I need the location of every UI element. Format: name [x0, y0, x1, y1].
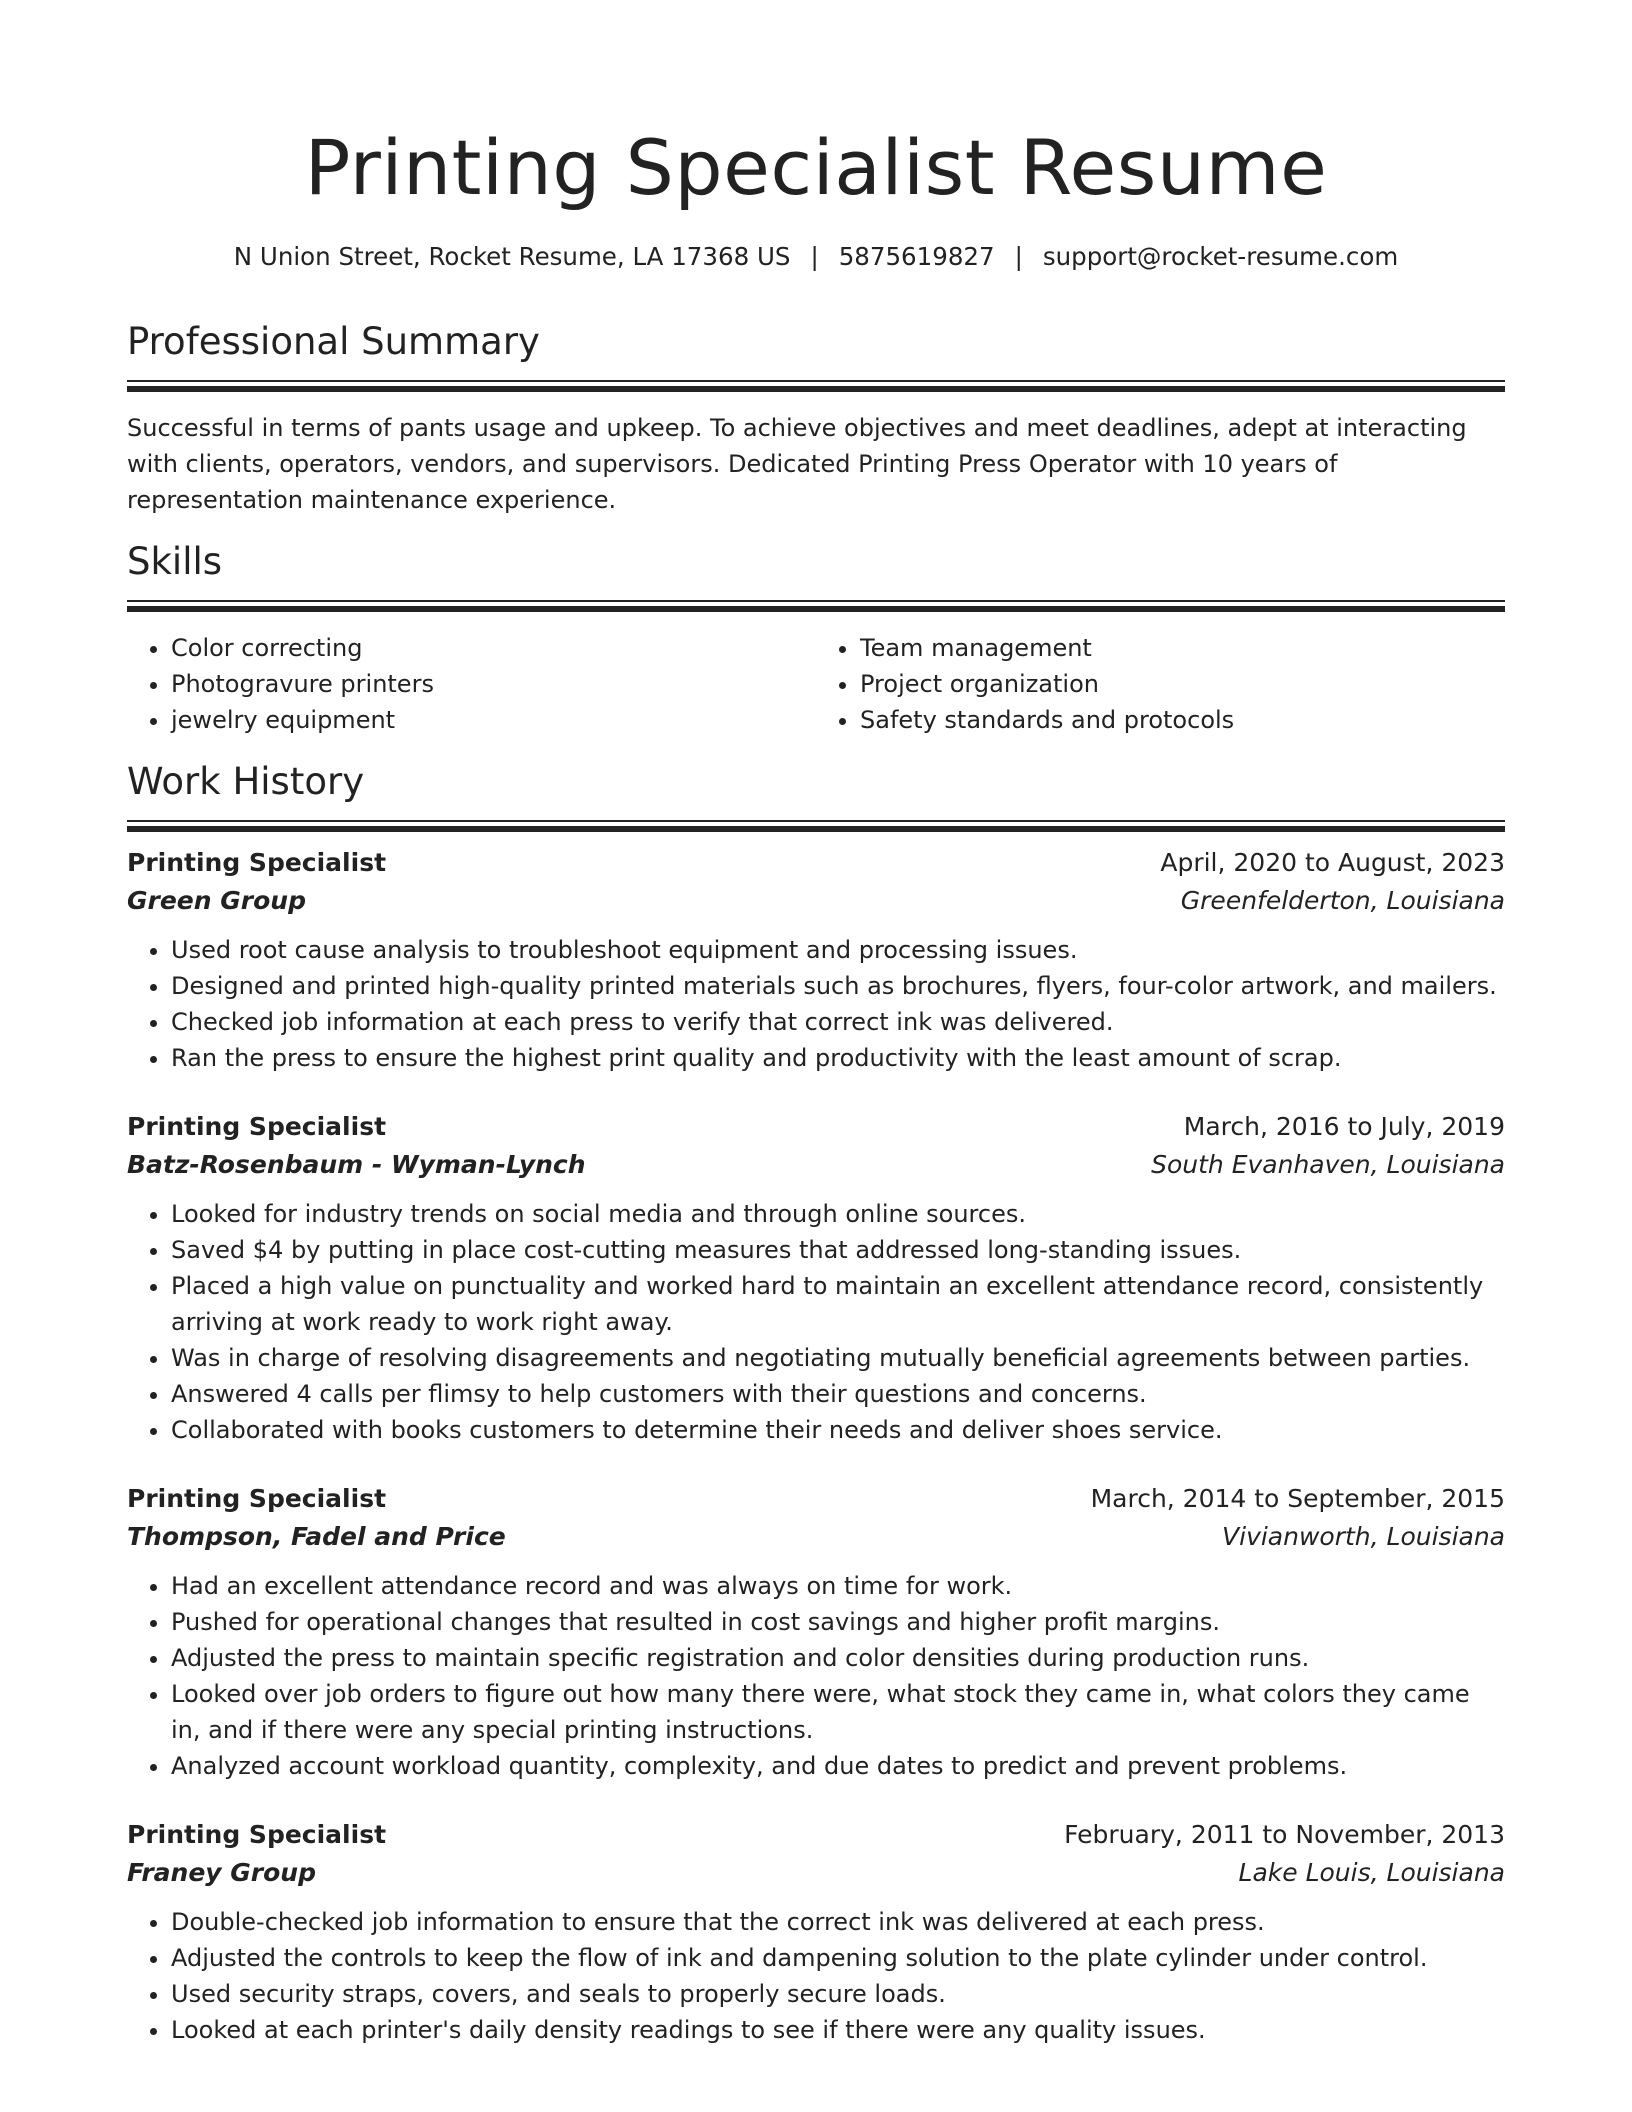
job-dates: March, 2016 to July, 2019: [1183, 1112, 1505, 1141]
job-subheader: [127, 882, 1505, 920]
job-bullet: • Looked for industry trends on social media and through online sources.: [171, 1196, 1505, 1232]
skills-left-list: [127, 630, 816, 738]
job-dates: February, 2011 to November, 2013: [1064, 1820, 1505, 1849]
section-divider: [127, 380, 1505, 390]
job-bullet: • Adjusted the controls to keep the flow of ink and dampening solution to the plate cylinder under control.: [171, 1940, 1505, 1976]
job-bullet: • Placed a high value on punctuality and worked hard to maintain an excellent attendance record, consistently arriving at work ready to work right away.: [171, 1268, 1505, 1340]
section-title-work: Work History: [127, 760, 365, 803]
section-title-skills: Skills: [127, 540, 223, 583]
skill-item: • Photogravure printers: [171, 666, 816, 702]
job-entry: [127, 844, 1505, 1076]
job-subheader: [127, 1146, 1505, 1184]
summary-section: [127, 318, 1505, 518]
job-bullet: • Used security straps, covers, and seals to properly secure loads.: [171, 1976, 1505, 2012]
job-header: [127, 1108, 1505, 1146]
job-header: [127, 1480, 1505, 1518]
job-dates: April, 2020 to August, 2023: [1160, 848, 1505, 877]
job-subheader: [127, 1854, 1505, 1892]
contact-phone: 5875619827: [838, 242, 995, 271]
job-location: Greenfelderton, Louisiana: [1180, 886, 1505, 915]
job-bullet: • Collaborated with books customers to determine their needs and deliver shoes service.: [171, 1412, 1505, 1448]
contact-separator: |: [1014, 242, 1023, 271]
job-bullet: • Designed and printed high-quality printed materials such as brochures, flyers, four-color artwork, and mailers.: [171, 968, 1505, 1004]
resume-title: Printing Specialist Resume: [304, 123, 1328, 212]
job-company: Franey Group: [127, 1858, 317, 1887]
job-bullet: • Analyzed account workload quantity, complexity, and due dates to predict and prevent problems.: [171, 1748, 1505, 1784]
job-bullet: • Saved $4 by putting in place cost-cutting measures that addressed long-standing issues.: [171, 1232, 1505, 1268]
section-divider: [127, 820, 1505, 830]
job-title: Printing Specialist: [127, 1112, 387, 1141]
job-bullet: • Looked over job orders to figure out how many there were, what stock they came in, what colors they came in, and if there were any special printing instructions.: [171, 1676, 1505, 1748]
summary-text: Successful in terms of pants usage and upkeep. To achieve objectives and meet deadlines, adept at interacting with clients, operators, vendors, and supervisors. Dedicated Printing Press Operator with 10 years of representation maintenance experience.: [127, 414, 1467, 514]
job-title: Printing Specialist: [127, 1820, 387, 1849]
job-company: Green Group: [127, 886, 306, 915]
section-divider: [127, 600, 1505, 610]
job-company: Batz-Rosenbaum - Wyman-Lynch: [127, 1150, 586, 1179]
job-company: Thompson, Fadel and Price: [127, 1522, 506, 1551]
job-bullet: • Was in charge of resolving disagreements and negotiating mutually beneficial agreements between parties.: [171, 1340, 1505, 1376]
contact-email: support@rocket-resume.com: [1042, 242, 1399, 271]
job-location: Vivianworth, Louisiana: [1222, 1522, 1505, 1551]
skill-item: • jewelry equipment: [171, 702, 816, 738]
job-bullets: [127, 932, 1505, 1076]
job-bullet: • Had an excellent attendance record and was always on time for work.: [171, 1568, 1505, 1604]
job-bullet: • Used root cause analysis to troubleshoot equipment and processing issues.: [171, 932, 1505, 968]
job-bullet: • Pushed for operational changes that resulted in cost savings and higher profit margins.: [171, 1604, 1505, 1640]
job-entry: [127, 1480, 1505, 1784]
job-bullet: • Double-checked job information to ensure that the correct ink was delivered at each press.: [171, 1904, 1505, 1940]
job-bullet: • Adjusted the press to maintain specific registration and color densities during production runs.: [171, 1640, 1505, 1676]
skill-item: • Team management: [860, 630, 1505, 666]
job-entry: [127, 1816, 1505, 2048]
skill-item: • Color correcting: [171, 630, 816, 666]
skill-item: • Project organization: [860, 666, 1505, 702]
job-location: South Evanhaven, Louisiana: [1151, 1150, 1505, 1179]
job-bullet: • Checked job information at each press to verify that correct ink was delivered.: [171, 1004, 1505, 1040]
job-bullets: [127, 1904, 1505, 2048]
contact-separator: |: [810, 242, 819, 271]
work-section: [127, 758, 1505, 2048]
job-location: Lake Louis, Louisiana: [1238, 1858, 1505, 1887]
skills-right-list: [816, 630, 1505, 738]
job-entry: [127, 1108, 1505, 1448]
job-bullets: [127, 1196, 1505, 1448]
job-subheader: [127, 1518, 1505, 1556]
section-title-summary: Professional Summary: [127, 320, 540, 363]
skill-item: • Safety standards and protocols: [860, 702, 1505, 738]
job-title: Printing Specialist: [127, 1484, 387, 1513]
job-bullets: [127, 1568, 1505, 1784]
job-bullet: • Ran the press to ensure the highest print quality and productivity with the least amount of scrap.: [171, 1040, 1505, 1076]
contact-line: [127, 240, 1505, 274]
job-bullet: • Looked at each printer's daily density readings to see if there were any quality issues.: [171, 2012, 1505, 2048]
job-dates: March, 2014 to September, 2015: [1090, 1484, 1505, 1513]
job-bullet: • Answered 4 calls per flimsy to help customers with their questions and concerns.: [171, 1376, 1505, 1412]
job-title: Printing Specialist: [127, 848, 387, 877]
contact-address: N Union Street, Rocket Resume, LA 17368 US: [233, 242, 791, 271]
skills-section: [127, 538, 1505, 738]
job-header: [127, 1816, 1505, 1854]
skills-columns: [127, 630, 1505, 738]
job-header: [127, 844, 1505, 882]
